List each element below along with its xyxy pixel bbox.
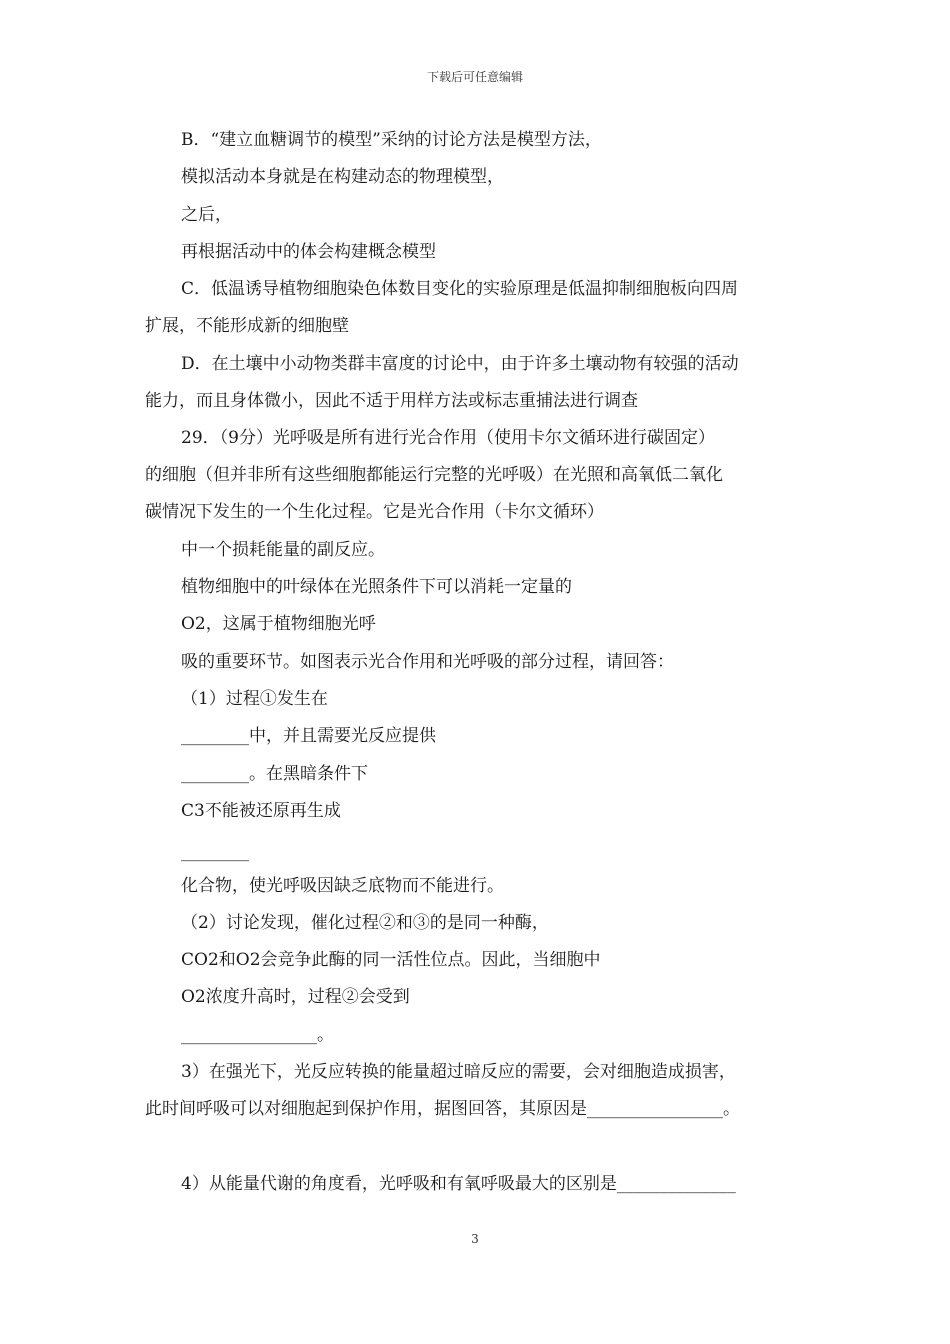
text-line: 中一个损耗能量的副反应。 xyxy=(181,540,385,560)
answer-blank: ________ xyxy=(181,842,249,862)
text-line: 化合物，使光呼吸因缺乏底物而不能进行。 xyxy=(181,876,504,896)
text-line: D．在土壤中小动物类群丰富度的讨论中，由于许多土壤动物有较强的活动 xyxy=(181,354,739,374)
text-line: 再根据活动中的体会构建概念模型 xyxy=(181,242,436,262)
text-line: B．“建立血糖调节的模型”采纳的讨论方法是模型方法， xyxy=(181,130,602,150)
text-line: 扩展，不能形成新的细胞壁 xyxy=(145,316,349,336)
text-line: （2）讨论发现，催化过程②和③的是同一种酶， xyxy=(181,913,549,933)
text-line: 模拟活动本身就是在构建动态的物理模型， xyxy=(181,167,504,187)
text-line: C3不能被还原再生成 xyxy=(181,801,341,821)
text-line: 碳情况下发生的一个生化过程。它是光合作用（卡尔文循环） xyxy=(145,502,604,522)
page-number: 3 xyxy=(471,1232,479,1246)
text-line: 的细胞（但并非所有这些细胞都能运行完整的光呼吸）在光照和高氧低二氧化 xyxy=(145,465,723,485)
text-line: 此时间呼吸可以对细胞起到保护作用，据图回答，其原因是________________。 xyxy=(145,1099,740,1119)
text-line: 之后， xyxy=(181,205,232,225)
text-line: 29．（9分）光呼吸是所有进行光合作用（使用卡尔文循环进行碳固定） xyxy=(181,428,715,448)
text-line: O2浓度升高时，过程②会受到 xyxy=(181,987,410,1007)
text-line: 植物细胞中的叶绿体在光照条件下可以消耗一定量的 xyxy=(181,577,572,597)
text-line: C．低温诱导植物细胞染色体数目变化的实验原理是低温抑制细胞板向四周 xyxy=(181,279,739,299)
text-line: ________________。 xyxy=(181,1025,334,1045)
text-line: 能力，而且身体微小，因此不适于用样方法或标志重捕法进行调查 xyxy=(145,391,638,411)
text-line: ________。在黑暗条件下 xyxy=(181,764,368,784)
text-line: 4）从能量代谢的角度看，光呼吸和有氧呼吸最大的区别是______________ xyxy=(181,1174,736,1194)
text-line: 3）在强光下，光反应转换的能量超过暗反应的需要，会对细胞造成损害， xyxy=(181,1062,736,1082)
text-line: ________中，并且需要光反应提供 xyxy=(181,726,436,746)
page-header: 下载后可任意编辑 xyxy=(426,70,523,84)
text-line: CO2和O2会竞争此酶的同一活性位点。因此，当细胞中 xyxy=(181,950,601,970)
text-line: （1）过程①发生在 xyxy=(181,689,328,709)
text-line: 吸的重要环节。如图表示光合作用和光呼吸的部分过程，请回答： xyxy=(181,652,674,672)
text-line: O2，这属于植物细胞光呼 xyxy=(181,614,376,634)
